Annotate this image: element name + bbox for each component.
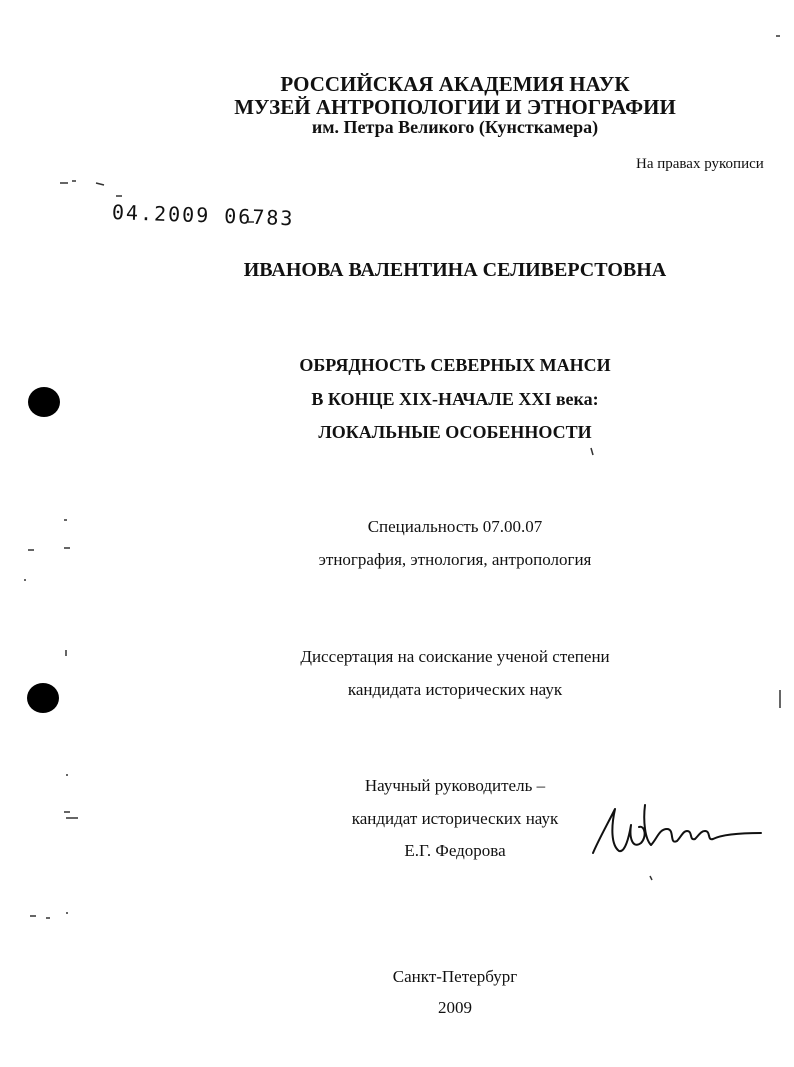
registration-code-stamp: 04.2009 06783 <box>111 200 295 231</box>
year: 2009 <box>438 998 472 1017</box>
title-line-1: ОБРЯДНОСТЬ СЕВЕРНЫХ МАНСИ <box>299 355 611 375</box>
city: Санкт-Петербург <box>392 967 518 986</box>
dissertation-degree-line-1: Диссертация на соискание ученой степени <box>300 647 610 666</box>
supervisor-degree: кандидат исторических наук <box>351 809 559 828</box>
author-name: ИВАНОВА ВАЛЕНТИНА СЕЛИВЕРСТОВНА <box>243 259 667 281</box>
title-line-2: В КОНЦЕ XIX-НАЧАЛЕ XXI века: <box>311 389 599 409</box>
specialty-field: этнография, этнология, антропология <box>318 550 592 569</box>
institution-line-2: МУЗЕЙ АНТРОПОЛОГИИ И ЭТНОГРАФИИ <box>234 95 676 119</box>
supervisor-name: Е.Г. Федорова <box>404 841 506 860</box>
dissertation-degree-line-2: кандидата исторических наук <box>347 680 563 699</box>
institution-line-3: им. Петра Великого (Кунсткамера) <box>311 117 599 137</box>
title-line-3: ЛОКАЛЬНЫЕ ОСОБЕННОСТИ <box>318 422 592 442</box>
specialty-code: Специальность 07.00.07 <box>367 517 543 536</box>
rights-note: На правах рукописи <box>636 156 764 172</box>
institution-line-1: РОССИЙСКАЯ АКАДЕМИЯ НАУК <box>280 72 630 96</box>
supervisor-label: Научный руководитель – <box>364 776 546 795</box>
